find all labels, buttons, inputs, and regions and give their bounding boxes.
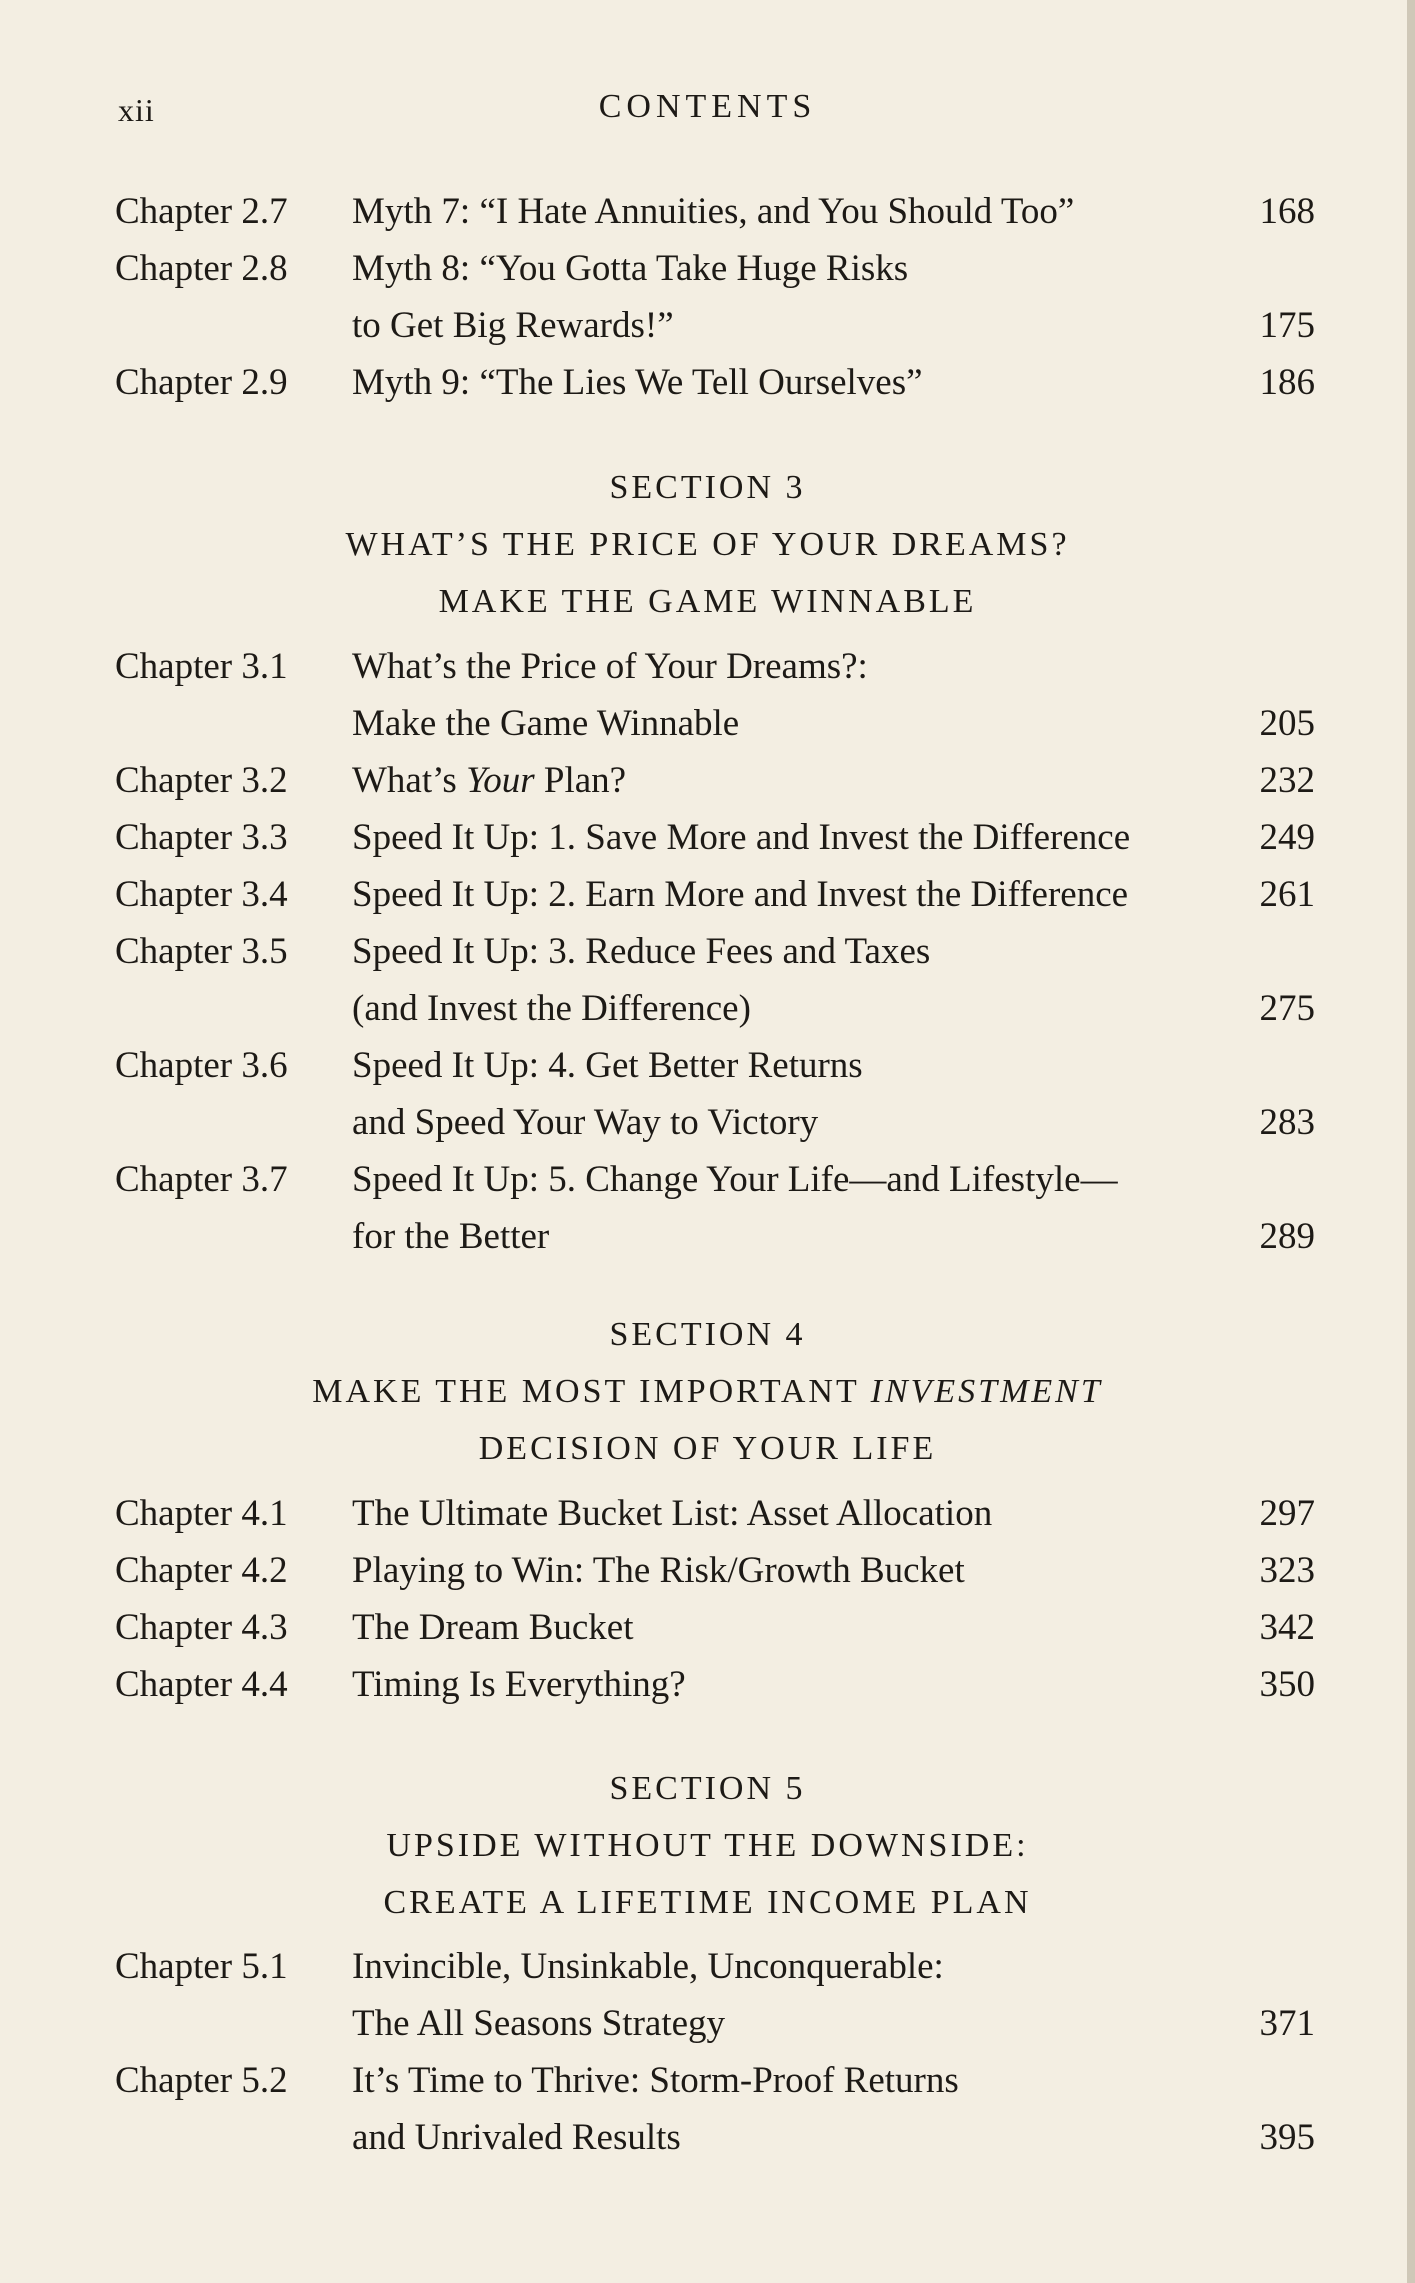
toc-entry-continuation — [0, 2002, 1415, 2058]
chapter-title: and Unrivaled Results — [352, 2117, 681, 2158]
chapter-number: Chapter 3.6 — [115, 1045, 288, 1086]
chapter-number: Chapter 2.9 — [115, 362, 288, 403]
toc-entry-continuation — [0, 304, 1415, 360]
page-ref: 297 — [1259, 1493, 1315, 1534]
page-ref: 289 — [1259, 1216, 1315, 1257]
chapter-title: Speed It Up: 3. Reduce Fees and Taxes — [352, 931, 931, 972]
section-label: SECTION 4 — [609, 1316, 806, 1353]
chapter-title: Speed It Up: 2. Earn More and Invest the Difference — [352, 874, 1129, 915]
chapter-title: Make the Game Winnable — [352, 703, 740, 744]
toc-entry — [0, 190, 1415, 246]
chapter-number: Chapter 3.2 — [115, 760, 288, 801]
chapter-number: Chapter 5.2 — [115, 2060, 288, 2101]
chapter-title: Timing Is Everything? — [352, 1664, 686, 1705]
chapter-number: Chapter 3.4 — [115, 874, 288, 915]
toc-entry — [0, 2059, 1415, 2115]
toc-entry-continuation — [0, 987, 1415, 1043]
chapter-number: Chapter 3.3 — [115, 817, 288, 858]
section-heading-prefix: MAKE THE MOST IMPORTANT — [312, 1373, 871, 1410]
chapter-title: Speed It Up: 1. Save More and Invest the Difference — [352, 817, 1131, 858]
chapter-number: Chapter 2.8 — [115, 248, 288, 289]
chapter-title-italic: Your — [466, 760, 535, 801]
page-number: xii — [118, 92, 155, 128]
section-label: SECTION 5 — [609, 1770, 806, 1807]
chapter-title: The Ultimate Bucket List: Asset Allocation — [352, 1493, 993, 1534]
page-ref: 205 — [1259, 703, 1315, 744]
toc-entry — [0, 1549, 1415, 1605]
toc-entry — [0, 873, 1415, 929]
page-ref: 232 — [1259, 760, 1315, 801]
toc-entry-continuation — [0, 1101, 1415, 1157]
chapter-title: What’s the Price of Your Dreams?: — [352, 646, 868, 687]
chapter-title: It’s Time to Thrive: Storm-Proof Returns — [352, 2060, 959, 2101]
toc-entry — [0, 1606, 1415, 1662]
chapter-title: The All Seasons Strategy — [352, 2003, 726, 2044]
chapter-number: Chapter 4.4 — [115, 1664, 288, 1705]
chapter-title: Playing to Win: The Risk/Growth Bucket — [352, 1550, 965, 1591]
chapter-title: Myth 8: “You Gotta Take Huge Risks — [352, 248, 909, 289]
page-ref: 249 — [1259, 817, 1315, 858]
section-heading: CREATE A LIFETIME INCOME PLAN — [383, 1884, 1032, 1921]
page-ref: 275 — [1259, 988, 1315, 1029]
chapter-number: Chapter 2.7 — [115, 191, 288, 232]
section-heading — [0, 1373, 1415, 1411]
toc-entry-continuation — [0, 702, 1415, 758]
chapter-number: Chapter 3.1 — [115, 646, 288, 687]
section-heading: DECISION OF YOUR LIFE — [478, 1430, 937, 1467]
toc-entry — [0, 1158, 1415, 1214]
page-title: CONTENTS — [598, 88, 817, 125]
toc-entry — [0, 930, 1415, 986]
toc-entry-continuation — [0, 1215, 1415, 1271]
page-ref: 283 — [1259, 1102, 1315, 1143]
chapter-title-prefix: What’s — [352, 760, 467, 801]
page-ref: 371 — [1259, 2003, 1315, 2044]
toc-entry — [0, 816, 1415, 872]
chapter-title: to Get Big Rewards!” — [352, 305, 674, 346]
chapter-number: Chapter 4.3 — [115, 1607, 288, 1648]
chapter-title: Myth 7: “I Hate Annuities, and You Should Too” — [352, 191, 1075, 232]
page-ref: 261 — [1259, 874, 1315, 915]
section-label: SECTION 3 — [609, 469, 806, 506]
section-heading: MAKE THE GAME WINNABLE — [438, 583, 977, 620]
page-ref: 395 — [1259, 2117, 1315, 2158]
toc-entry — [0, 759, 1415, 815]
chapter-number: Chapter 3.5 — [115, 931, 288, 972]
toc-entry — [0, 1945, 1415, 2001]
toc-entry — [0, 645, 1415, 701]
chapter-title: for the Better — [352, 1216, 550, 1257]
page-ref: 323 — [1259, 1550, 1315, 1591]
page-ref: 175 — [1259, 305, 1315, 346]
chapter-title: Speed It Up: 5. Change Your Life—and Lifestyle— — [352, 1159, 1118, 1200]
section-heading-italic: INVESTMENT — [870, 1373, 1103, 1410]
chapter-number: Chapter 5.1 — [115, 1946, 288, 1987]
chapter-number: Chapter 3.7 — [115, 1159, 288, 1200]
chapter-title: The Dream Bucket — [352, 1607, 634, 1648]
page-ref: 186 — [1259, 362, 1315, 403]
section-heading: UPSIDE WITHOUT THE DOWNSIDE: — [386, 1827, 1029, 1864]
toc-entry — [0, 1663, 1415, 1719]
page-ref: 350 — [1259, 1664, 1315, 1705]
page-ref: 342 — [1259, 1607, 1315, 1648]
section-heading: WHAT’S THE PRICE OF YOUR DREAMS? — [345, 526, 1070, 563]
page-ref: 168 — [1259, 191, 1315, 232]
chapter-title: Myth 9: “The Lies We Tell Ourselves” — [352, 362, 923, 403]
toc-entry — [0, 1492, 1415, 1548]
chapter-title: Invincible, Unsinkable, Unconquerable: — [352, 1946, 944, 1987]
chapter-title: (and Invest the Difference) — [352, 988, 751, 1029]
toc-entry-continuation — [0, 2116, 1415, 2172]
toc-entry — [0, 247, 1415, 303]
chapter-title-suffix: Plan? — [534, 760, 627, 801]
chapter-title: and Speed Your Way to Victory — [352, 1102, 819, 1143]
chapter-number: Chapter 4.1 — [115, 1493, 288, 1534]
toc-entry — [0, 361, 1415, 417]
chapter-title: Speed It Up: 4. Get Better Returns — [352, 1045, 863, 1086]
chapter-title — [352, 759, 626, 802]
chapter-number: Chapter 4.2 — [115, 1550, 288, 1591]
toc-entry — [0, 1044, 1415, 1100]
